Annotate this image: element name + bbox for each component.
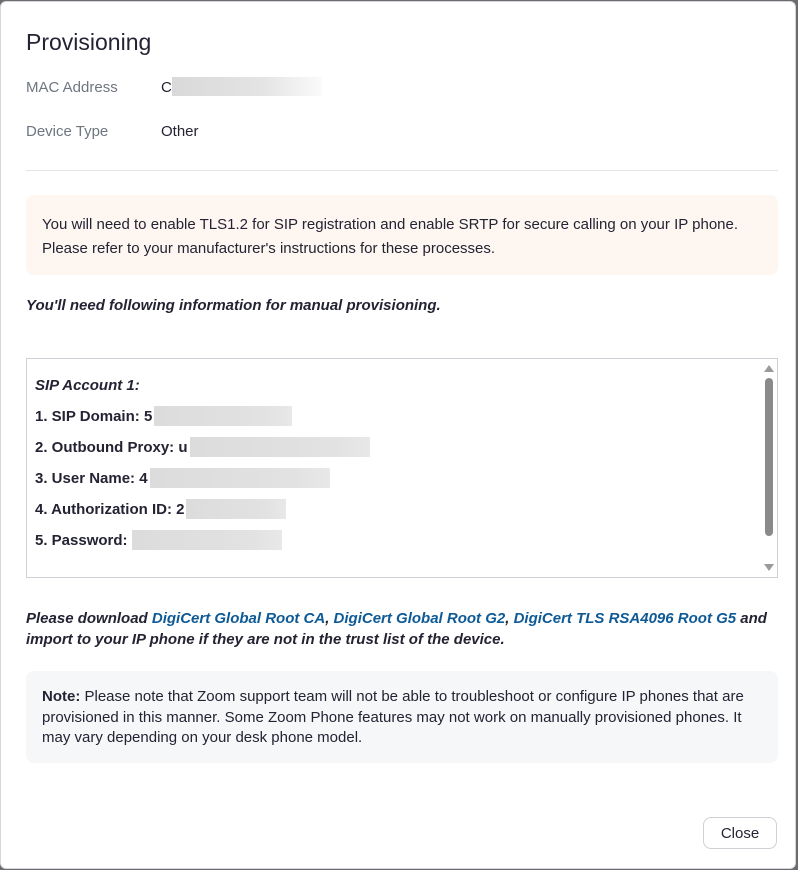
download-separator-1: , — [325, 610, 334, 627]
outbound-proxy-row — [35, 437, 370, 468]
user-name-row — [35, 468, 370, 499]
sip-domain-label: 1. SIP Domain: — [35, 408, 140, 425]
password-redaction — [132, 530, 282, 550]
warning-line-2: Please refer to your manufacturer's instructions for these processes. — [42, 240, 496, 257]
mac-address-redaction — [172, 77, 322, 96]
device-type-value: Other — [161, 123, 199, 140]
outbound-proxy-label: 2. Outbound Proxy: — [35, 439, 175, 456]
support-note-box — [26, 671, 778, 763]
sip-account-label: SIP Account 1: — [35, 377, 140, 394]
manual-provisioning-heading: You'll need following information for manual provisioning. — [26, 297, 441, 314]
scroll-up-arrow-icon[interactable] — [764, 365, 774, 372]
provisioning-dialog — [0, 1, 796, 869]
authorization-id-label: 4. Authorization ID: — [35, 501, 172, 518]
close-button[interactable]: Close — [703, 817, 777, 849]
note-label: Note: — [42, 688, 81, 705]
password-label: 5. Password: — [35, 532, 128, 549]
authorization-id-row — [35, 499, 370, 530]
sip-domain-row — [35, 406, 370, 437]
warning-line-1: You will need to enable TLS1.2 for SIP registration and enable SRTP for secure calling on your IP phone. — [42, 216, 739, 233]
mac-address-value — [161, 79, 322, 96]
device-type-label: Device Type — [26, 123, 109, 140]
outbound-proxy-prefix: u — [178, 439, 188, 456]
download-suffix: and import to your IP phone if they are not in the trust list of the device. — [26, 610, 767, 648]
sip-info-scrollbar[interactable] — [762, 361, 775, 575]
sip-info-content — [35, 375, 370, 561]
mac-address-label: MAC Address — [26, 79, 118, 96]
password-row — [35, 530, 370, 561]
digicert-global-root-g2-link[interactable]: DigiCert Global Root G2 — [333, 610, 506, 627]
certificate-download-text — [26, 608, 778, 650]
digicert-global-root-ca-link[interactable]: DigiCert Global Root CA — [151, 610, 326, 627]
sip-info-box[interactable] — [26, 358, 778, 578]
authorization-id-prefix: 2 — [176, 501, 185, 518]
download-prefix: Please download — [26, 610, 152, 627]
sip-domain-redaction — [154, 406, 292, 426]
user-name-prefix: 4 — [139, 470, 148, 487]
dialog-title: Provisioning — [26, 29, 152, 55]
outbound-proxy-redaction — [190, 437, 370, 457]
sip-domain-prefix: 5 — [143, 408, 153, 425]
tls-warning-banner — [26, 195, 778, 275]
mac-address-prefix: C — [161, 79, 172, 96]
note-text: Please note that Zoom support team will not be able to troubleshoot or configure IP phones that are provisioned in this manner. Some Zoom Phone features may not work on manually provisioned phones. It may vary depending on your desk phone model. — [42, 688, 744, 746]
scroll-thumb[interactable] — [765, 378, 773, 536]
scroll-down-arrow-icon[interactable] — [764, 564, 774, 571]
download-separator-2: , — [505, 610, 514, 627]
digicert-tls-rsa4096-root-g5-link[interactable]: DigiCert TLS RSA4096 Root G5 — [513, 610, 737, 627]
user-name-redaction — [150, 468, 330, 488]
authorization-id-redaction — [186, 499, 286, 519]
user-name-label: 3. User Name: — [35, 470, 136, 487]
divider — [26, 170, 778, 171]
